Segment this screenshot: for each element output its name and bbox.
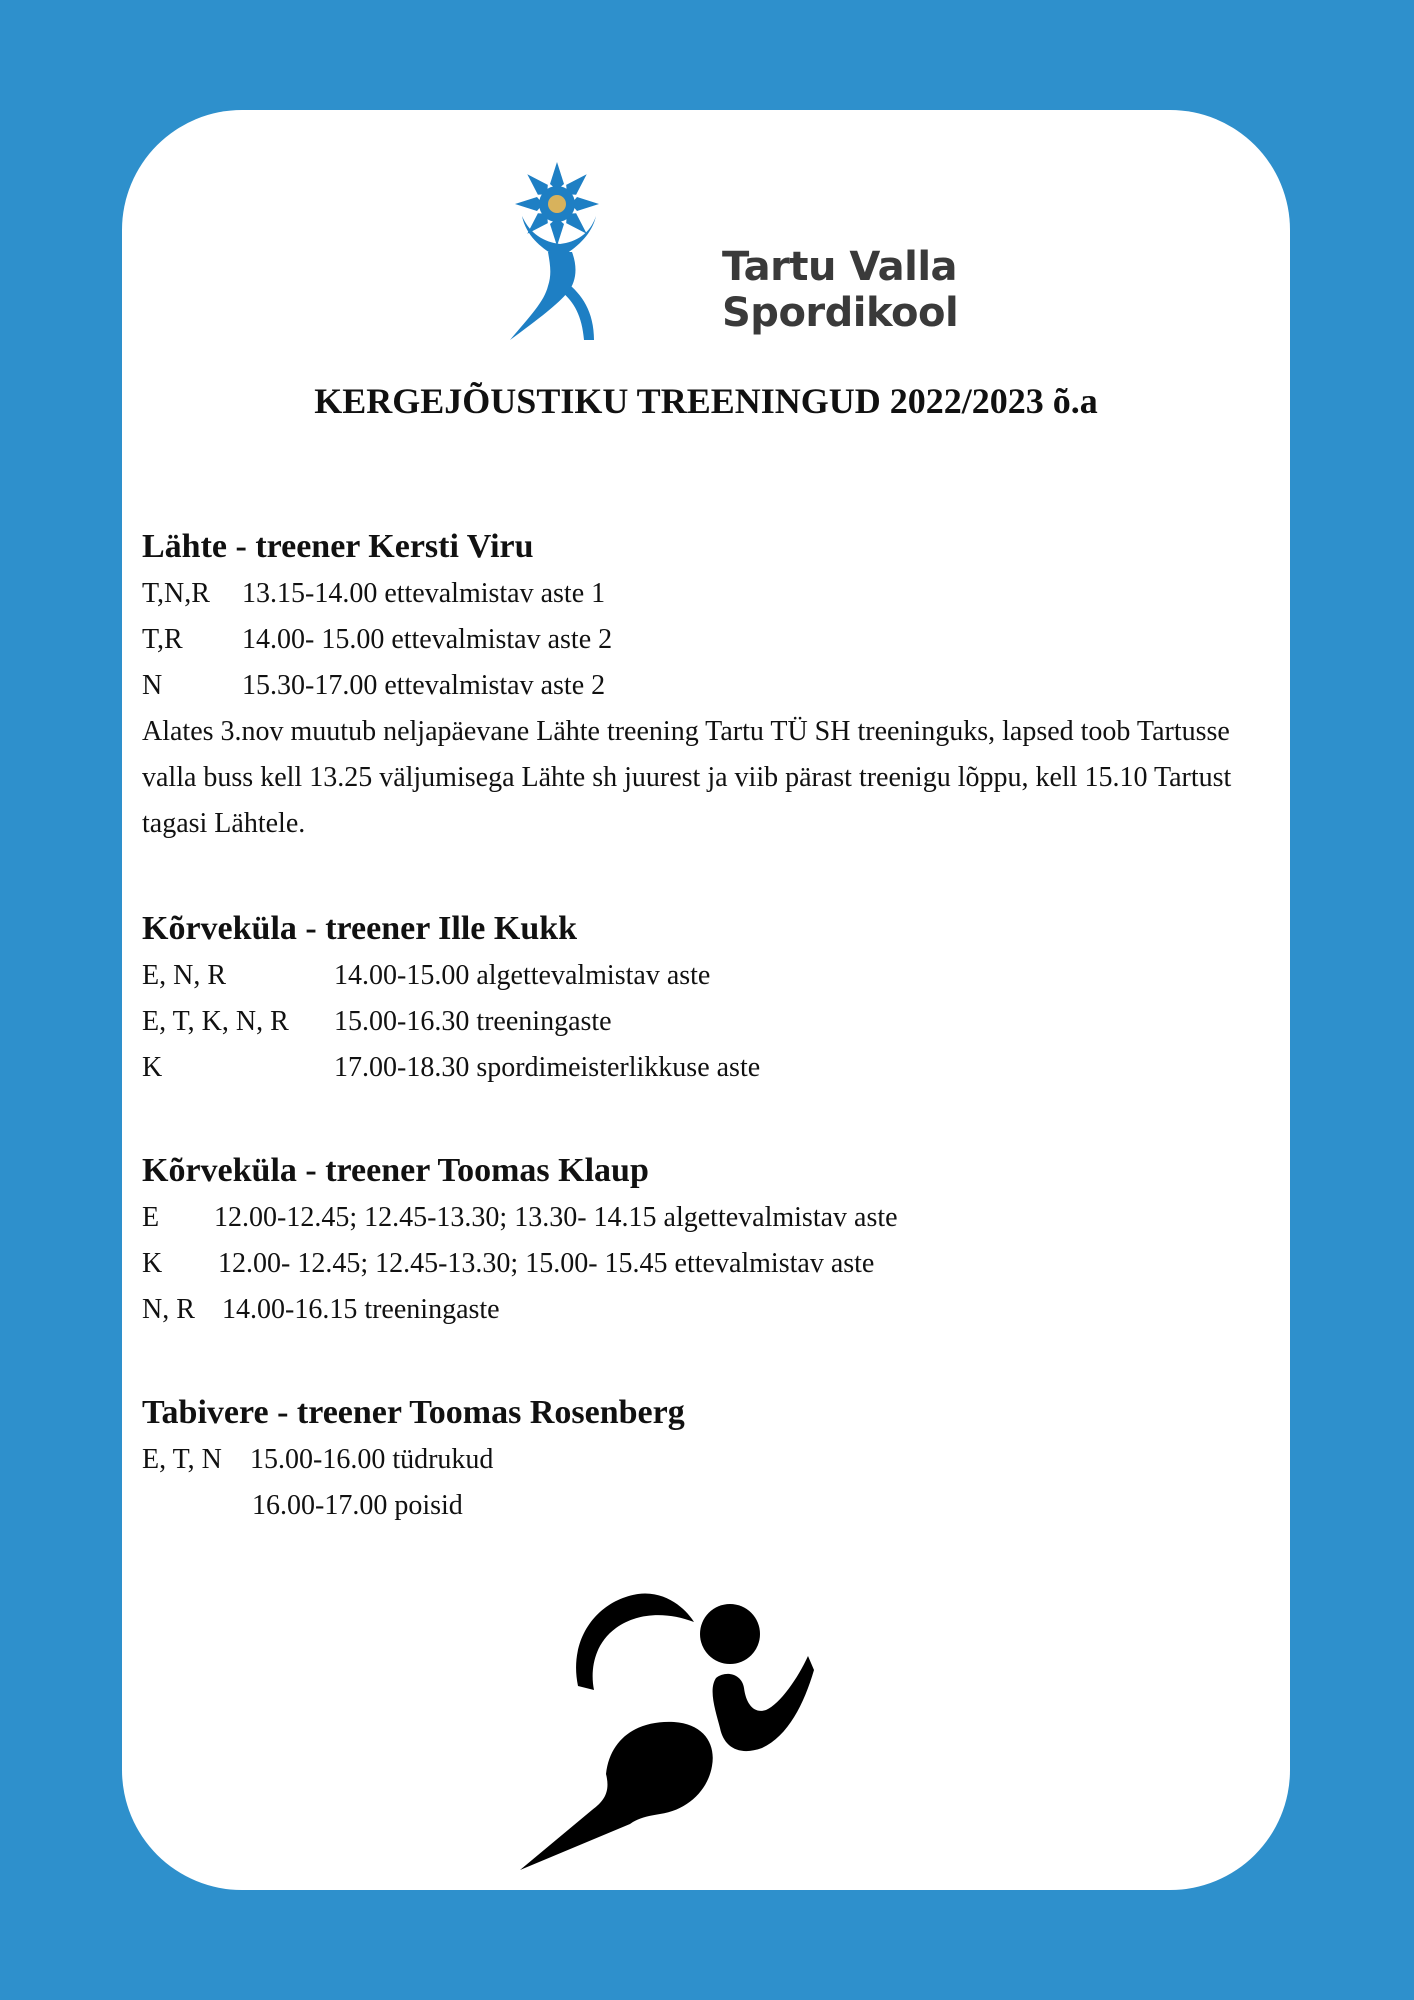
row-text: 12.00- 12.45; 12.45-13.30; 15.00- 15.45 ettevalmistav aste: [218, 1248, 875, 1279]
row-text: 14.00-15.00 algettevalmistav aste: [334, 960, 711, 991]
section-korvekula-kukk: [142, 907, 760, 1091]
section-heading: Kõrveküla - treener Toomas Klaup: [142, 1152, 649, 1189]
running-figure-icon: [498, 1578, 948, 1878]
schedule-row: [142, 953, 760, 999]
row-days: N: [142, 670, 163, 701]
schedule-row: [142, 1483, 685, 1529]
schedule-row: [142, 1195, 898, 1241]
page-title: KERGEJÕUSTIKU TREENINGUD 2022/2023 õ.a: [314, 381, 1098, 421]
schedule-row: [142, 1287, 898, 1333]
row-days: K: [142, 1248, 163, 1279]
row-text: 15.00-16.30 treeningaste: [334, 1006, 612, 1037]
section-note: Alates 3.nov muutub neljapäevane Lähte treening Tartu TÜ SH treeninguks, lapsed toob Tartusse valla buss kell 13.25 väljumisega Lähte sh juurest ja viib pärast treenigu lõppu, kell 15.10 Tartust tagasi Lähtele.: [142, 716, 1232, 839]
schedule-card: [122, 110, 1290, 1890]
schedule-row: [142, 1241, 898, 1287]
row-days: K: [142, 1052, 163, 1083]
logo-line-2: Spordikool: [722, 290, 959, 336]
row-text: 17.00-18.30 spordimeisterlikkuse aste: [334, 1052, 761, 1083]
row-days: T,R: [142, 624, 183, 655]
row-text: 15.30-17.00 ettevalmistav aste 2: [242, 670, 606, 701]
row-text: 14.00-16.15 treeningaste: [222, 1294, 500, 1325]
row-text: 16.00-17.00 poisid: [252, 1490, 463, 1521]
schedule-row: [142, 663, 1252, 709]
schedule-row: [142, 571, 1252, 617]
schedule-row: [142, 1437, 685, 1483]
schedule-row: [142, 1045, 760, 1091]
row-text: 12.00-12.45; 12.45-13.30; 13.30- 14.15 algettevalmistav aste: [214, 1202, 898, 1233]
section-heading: Lähte - treener Kersti Viru: [142, 528, 534, 565]
row-days: E: [142, 1202, 160, 1233]
row-days: N, R: [142, 1294, 195, 1325]
schedule-row: [142, 617, 1252, 663]
row-text: 13.15-14.00 ettevalmistav aste 1: [242, 578, 606, 609]
row-days: T,N,R: [142, 578, 210, 609]
logo-line-1: Tartu Valla: [722, 244, 958, 290]
cornflower-athlete-logo-icon: [482, 156, 722, 346]
row-days: E, T, K, N, R: [142, 1006, 289, 1037]
row-days: E, N, R: [142, 960, 226, 991]
section-heading: Tabivere - treener Toomas Rosenberg: [142, 1394, 685, 1431]
section-korvekula-klaup: [142, 1149, 898, 1333]
logo-wordmark: [722, 244, 958, 336]
section-tabivere: [142, 1391, 685, 1529]
row-text: 15.00-16.00 tüdrukud: [250, 1444, 494, 1475]
row-text: 14.00- 15.00 ettevalmistav aste 2: [242, 624, 613, 655]
schedule-row: [142, 999, 760, 1045]
row-days: E, T, N: [142, 1444, 222, 1475]
section-heading: Kõrveküla - treener Ille Kukk: [142, 910, 578, 947]
club-logo: [482, 156, 959, 346]
section-lahte: [142, 525, 1252, 847]
